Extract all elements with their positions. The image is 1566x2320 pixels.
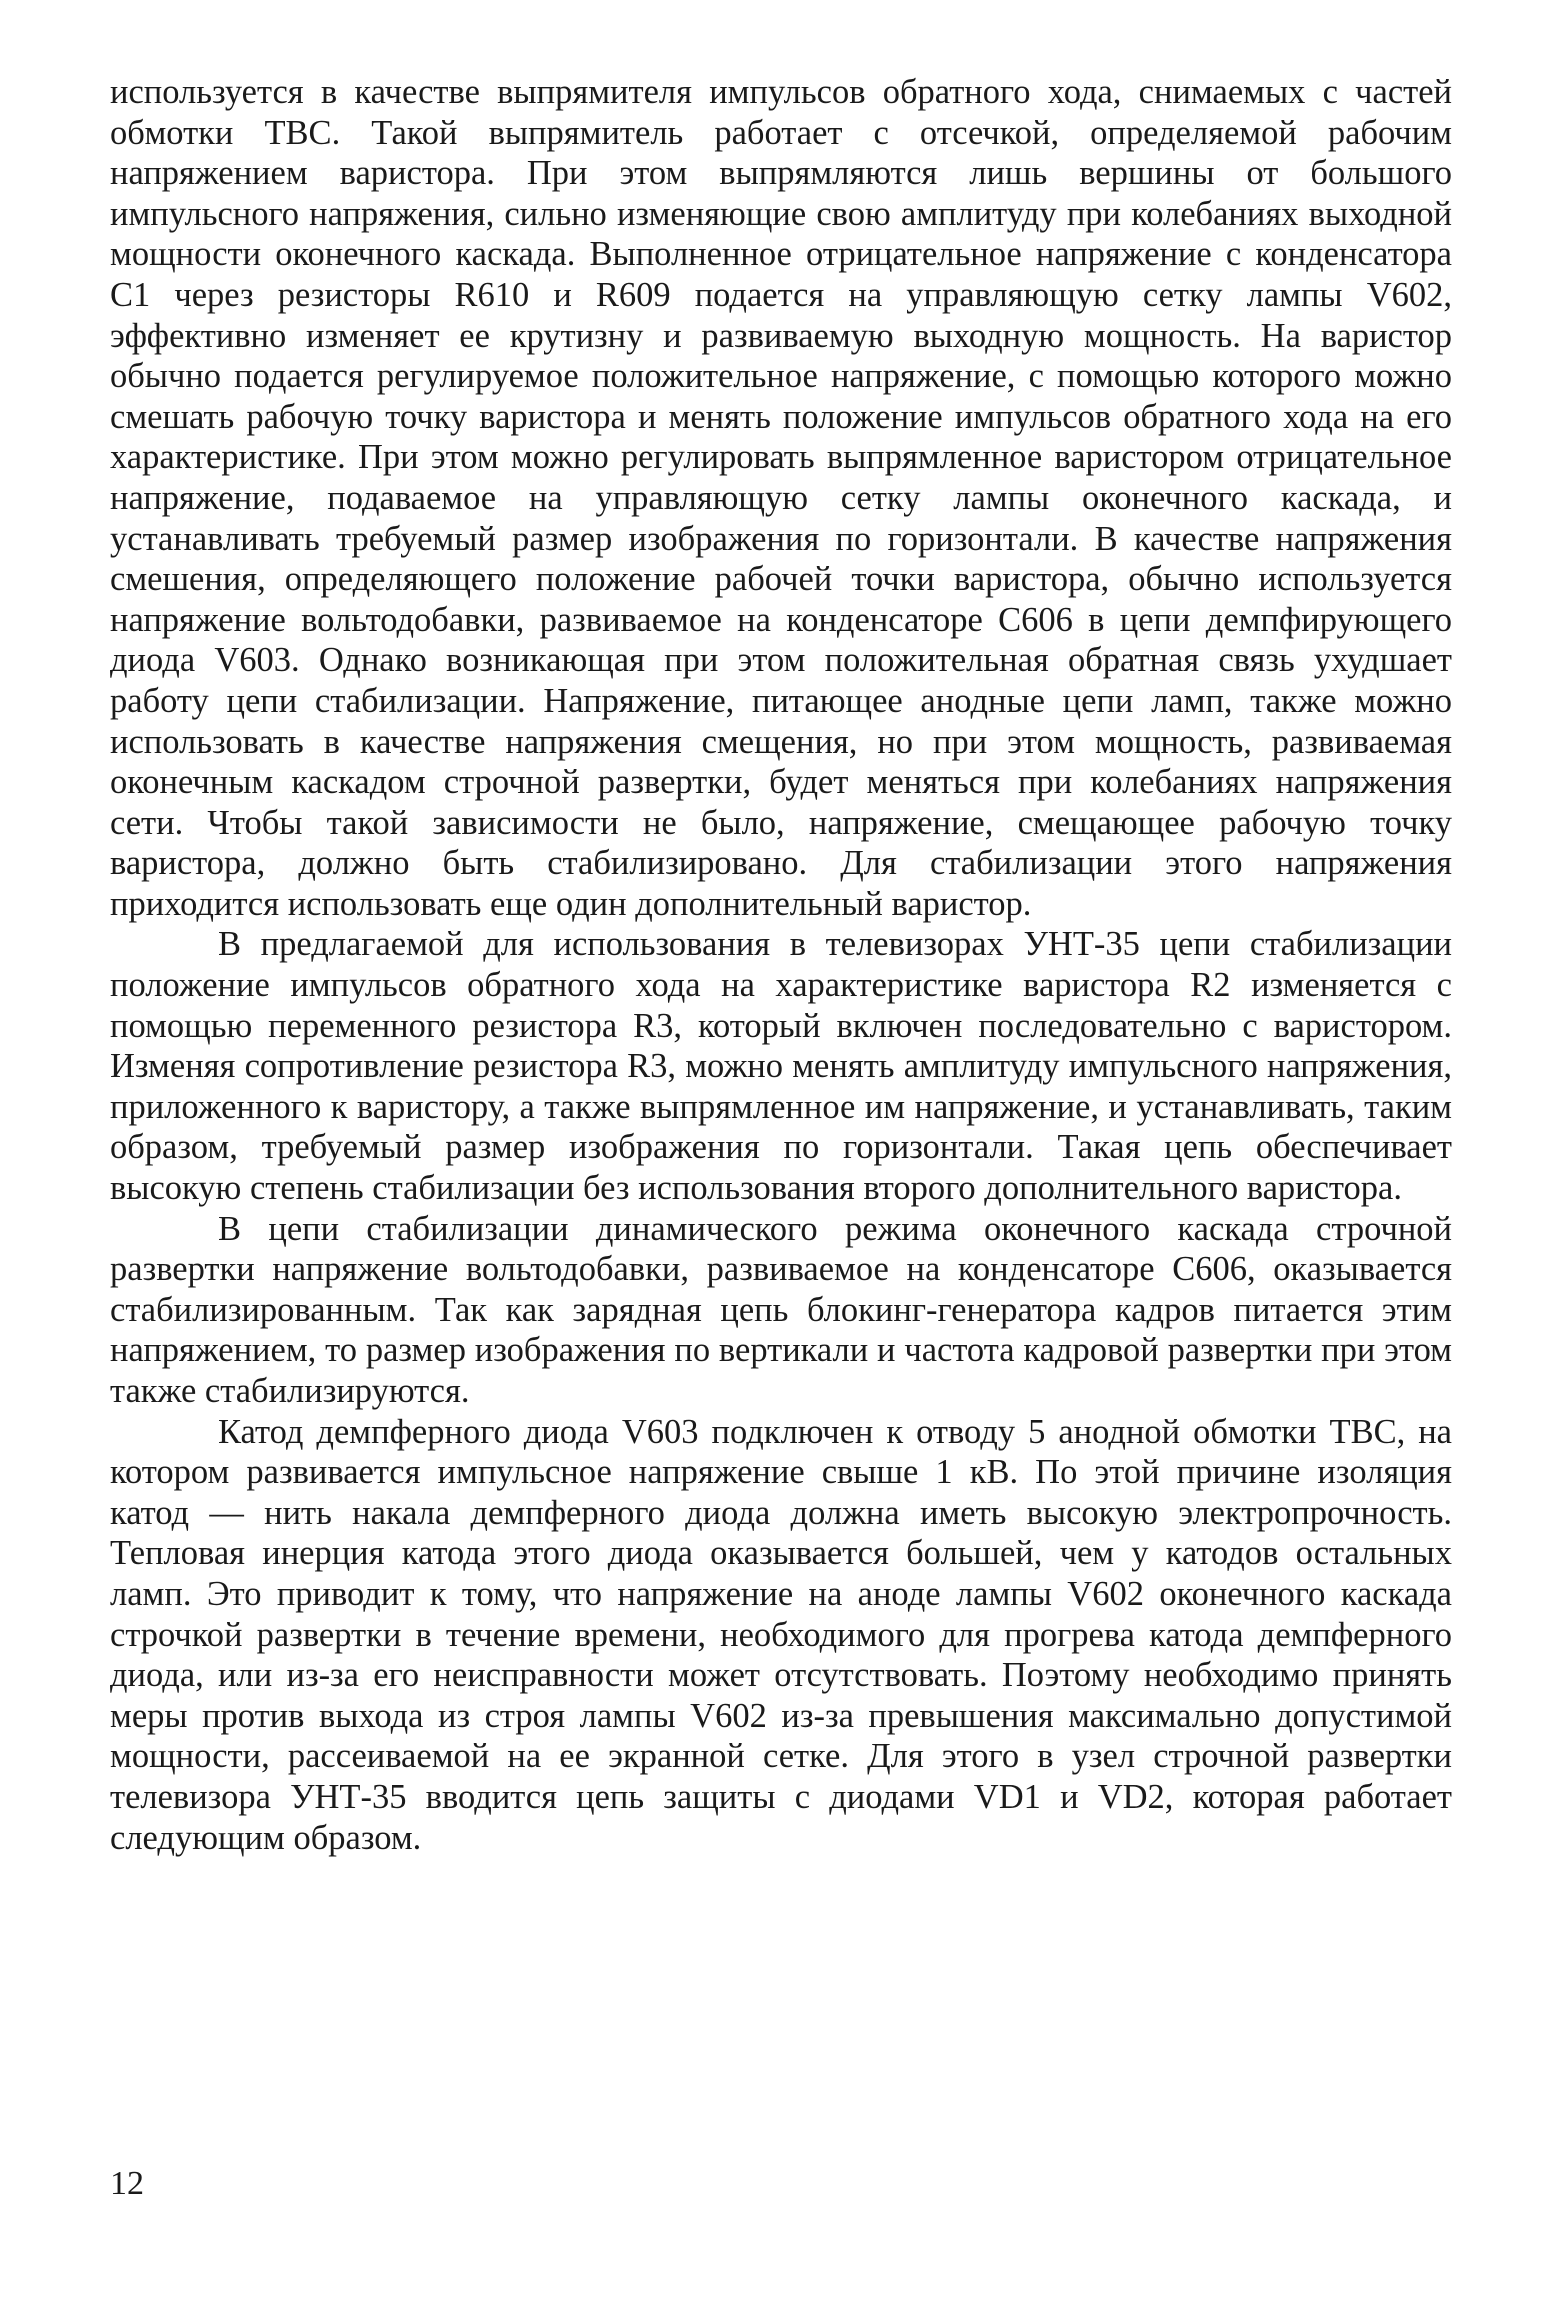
paragraph-continuation: используется в качестве выпрямителя импульсов обратного хода, снимаемых с частей обмотки ТВС. Такой выпрямитель работает с отсечкой, определяемой рабочим напряжением варистора. При этом выпрямляются лишь вершины от большого импульсного напряжения, сильно изменяющие свою амплитуду при колебаниях выходной мощности оконечного каскада. Выполненное отрицательное напряжение с конденсатора С1 через резисторы R610 и R609 подается на управляющую сетку лампы V602, эффективно изменяет ее крутизну и развиваемую выходную мощность. На варистор обычно подается регулируемое положительное напряжение, с помощью которого можно смешать рабочую точку варистора и менять положение импульсов обратного хода на его характеристике. При этом можно регулировать выпрямленное варистором отрицательное напряжение, подаваемое на управляющую сетку лампы оконечного каскада, и устанавливать требуемый размер изображения по горизонтали. В качестве напряжения смешения, определяющего положение рабочей точки варистора, обычно используется напряжение вольтодобавки, развиваемое на конденсаторе С606 в цепи демпфирующего диода V603. Однако возникающая при этом положительная обратная связь ухудшает работу цепи стабилизации. Напряжение, питающее анодные цепи ламп, также можно использовать в качестве напряжения смещения, но при этом мощность, развиваемая оконечным каскадом строчной развертки, будет меняться при колебаниях напряжения сети. Чтобы такой зависимости не было, напряжение, смещающее рабочую точку варистора, должно быть стабилизировано. Для стабилизации этого напряжения приходится использовать еще один дополнительный варистор. xyxy=(110,73,1452,923)
page-body xyxy=(110,72,1452,1858)
paragraph-dynamic-mode: В цепи стабилизации динамического режима оконечного каскада строчной развертки напряжение вольтодобавки, развиваемое на конденсаторе С606, оказывается стабилизированным. Так как зарядная цепь блокинг-генератора кадров питается этим напряжением, то размер изображения по вертикали и частота кадровой развертки при этом также стабилизируются. xyxy=(110,1209,1452,1410)
page-number: 12 xyxy=(110,2165,144,2202)
paragraph-unt35-stabilization: В предлагаемой для использования в телевизорах УНТ-35 цепи стабилизации положение импульсов обратного хода на характеристике варистора R2 изменяется с помощью переменного резистора R3, который включен последовательно с варистором. Изменяя сопротивление резистора R3, можно менять амплитуду импульсного напряжения, приложенного к варистору, а также выпрямленное им напряжение, и устанавливать, таким образом, требуемый размер изображения по горизонтали. Такая цепь обеспечивает высокую степень стабилизации без использования второго дополнительного варистора. xyxy=(110,925,1452,1208)
paragraph-damper-diode: Катод демпферного диода V603 подключен к отводу 5 анодной обмотки ТВС, на котором развивается импульсное напряжение свыше 1 кВ. По этой причине изоляция катод — нить накала демпферного диода должна иметь высокую электропрочность. Тепловая инерция катода этого диода оказывается большей, чем у катодов остальных ламп. Это приводит к тому, что напряжение на аноде лампы V602 оконечного каскада строчкой развертки в течение времени, необходимого для прогрева катода демпферного диода, или из-за его неисправности может отсутствовать. Поэтому необходимо принять меры против выхода из строя лампы V602 из-за превышения максимально допустимой мощности, рассеиваемой на ее экранной сетке. Для этого в узел строчной развертки телевизора УНТ-35 вводится цепь защиты с диодами VD1 и VD2, которая работает следующим образом. xyxy=(110,1412,1452,1857)
